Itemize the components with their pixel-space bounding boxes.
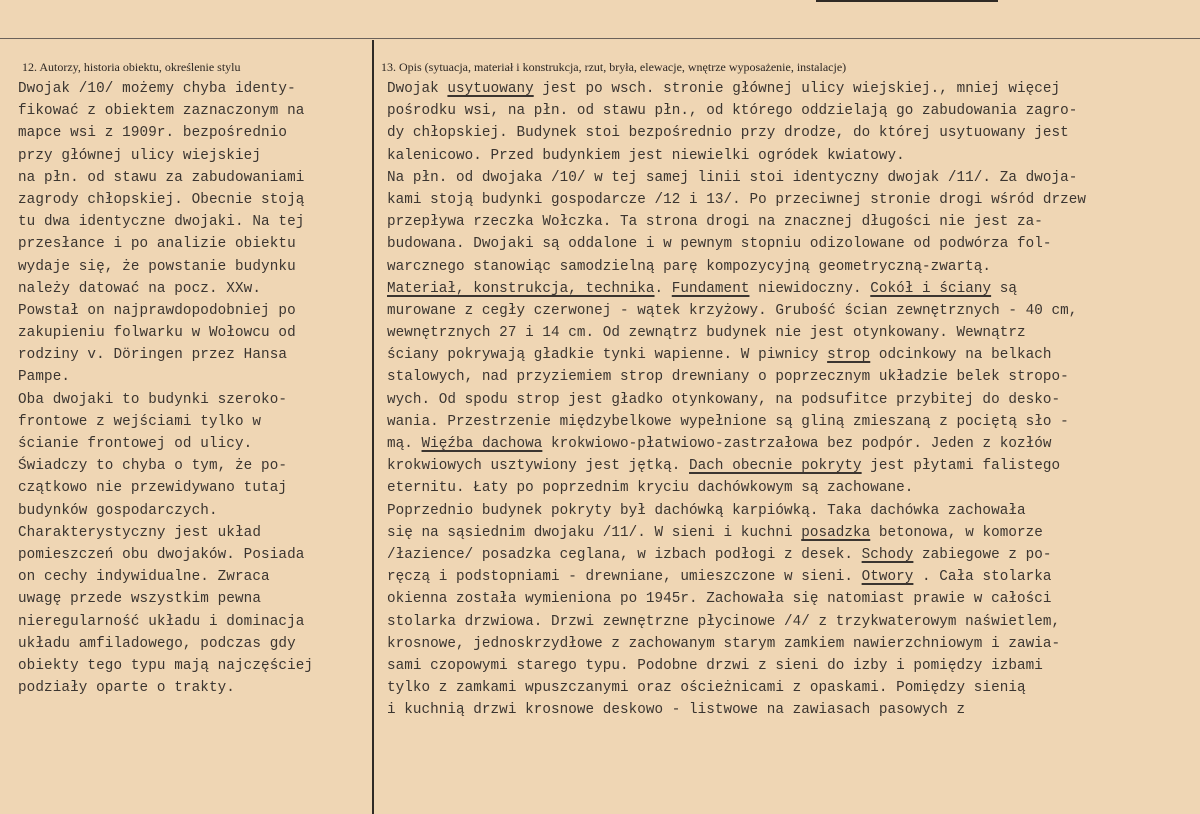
history-text-line: zagrody chłopskiej. Obecnie stoją — [18, 191, 305, 208]
text-segment: się na sąsiednim dwojaku /11/. W sieni i kuchni — [387, 524, 802, 541]
underlined-keyword: Więźba dachowa — [421, 436, 543, 452]
text-segment: są — [991, 280, 1017, 297]
top-rule — [0, 38, 1200, 39]
text-segment: Poprzednio budynek pokryty był dachówką karpiówką. Taka dachówka zachowała — [387, 502, 1026, 519]
text-segment: murowane z cegły czerwonej - wątek krzyżowy. Grubość ścian zewnętrznych - 40 cm, — [387, 302, 1078, 319]
description-text-line — [387, 122, 1192, 144]
underlined-keyword: Fundament — [671, 280, 750, 297]
history-text-line: ścianie frontowej od ulicy. — [18, 436, 253, 452]
history-text-line: Powstał on najprawdopodobniej po — [18, 302, 296, 319]
history-text-line: Charakterystyczny jest układ — [18, 524, 262, 541]
text-segment: betonowa, w komorze — [870, 524, 1043, 541]
history-text-line: przesłance i po analizie obiektu — [18, 236, 296, 253]
history-text-line: budynków gospodarczych. — [18, 502, 218, 519]
description-text-line — [387, 344, 1192, 366]
history-text-line: frontowe z wejściami tylko w — [18, 413, 262, 430]
history-text-line: wydaje się, że powstanie budynku — [18, 258, 296, 275]
description-text-line — [387, 477, 1192, 499]
underlined-keyword: Materiał, konstrukcja, technika — [387, 280, 655, 297]
text-segment: i kuchnią drzwi krosnowe deskowo - listwowe na zawiasach pasowych z — [387, 702, 966, 719]
text-segment: wych. Od spodu strop jest gładko otynkowany, na podsufitce przybitej do desko- — [387, 391, 1061, 408]
text-segment: kalenicowo. Przed budynkiem jest niewielki ogródek kwiatowy. — [387, 147, 905, 164]
text-segment: okienna została wymieniona po 1945r. Zachowała się natomiast prawie w całości — [387, 591, 1052, 608]
description-text-line — [387, 366, 1192, 388]
column-divider — [372, 40, 374, 814]
description-text-line — [387, 588, 1192, 610]
description-text-line — [387, 300, 1192, 322]
section-12-header: 12. Autorzy, historia obiektu, określenie stylu — [22, 60, 241, 74]
text-segment: krosnowe, jednoskrzydłowe z zachowanym starym zamkiem nawierzchniowym i zawia- — [387, 635, 1061, 652]
description-text-line — [387, 167, 1192, 189]
text-segment: przepływa rzeczka Wołczka. Ta strona drogi na znacznej długości nie jest za- — [387, 214, 1043, 231]
text-segment: kami stoją budynki gospodarcze /12 i 13/. Po przeciwnej stronie drogi wśród drzew — [387, 191, 1086, 208]
description-text-line — [387, 411, 1192, 433]
text-segment: stolarka drzwiowa. Drzwi zewnętrzne płycinowe /4/ z trzykwaterowym naświetlem, — [387, 613, 1061, 630]
underlined-keyword: Cokół i ściany — [870, 280, 992, 297]
description-text-line — [387, 233, 1192, 255]
text-segment: ściany pokrywają gładkie tynki wapienne. W piwnicy — [387, 347, 828, 364]
text-segment: tylko z zamkami wpuszczanymi oraz ościeżnicami z opaskami. Pomiędzy sienią — [387, 680, 1026, 697]
text-segment: budowana. Dwojaki są oddalone i w pewnym stopniu odizolowane od podwórza fol- — [387, 236, 1052, 253]
underlined-keyword: Otwory — [861, 569, 914, 586]
section-13-header: 13. Opis (sytuacja, materiał i konstrukcja, rzut, bryła, elewacje, wnętrze wyposażenie, instalacje) — [381, 60, 847, 74]
text-segment: Dwojak — [387, 81, 448, 97]
description-text-line — [387, 633, 1192, 655]
history-text-line: czątkowo nie przewidywano tutaj — [18, 480, 288, 497]
description-text-line — [387, 145, 1192, 167]
history-text-line: podziały oparte o trakty. — [18, 680, 235, 697]
history-text-line: rodziny v. Döringen przez Hansa — [18, 347, 288, 364]
text-segment: wania. Przestrzenie międzybelkowe wypełnione są gliną zmieszaną z pociętą sło - — [387, 413, 1069, 430]
text-segment: . — [654, 280, 672, 297]
description-text-line — [387, 522, 1192, 544]
history-text-column — [18, 78, 368, 699]
text-segment: eternitu. Łaty po poprzednim kryciu dachówkowym są zachowane. — [387, 480, 914, 497]
history-text-line: pomieszczeń obu dwojaków. Posiada — [18, 546, 305, 563]
text-segment: sami czopowymi starego typu. Podobne drzwi z sieni do izby i pomiędzy izbami — [387, 657, 1043, 674]
underlined-keyword: Dach obecnie pokryty — [689, 458, 862, 475]
description-text-line — [387, 699, 1192, 721]
text-segment: warcznego stanowiąc samodzielną parę kompozycyjną geometryczną-zwartą. — [387, 258, 992, 275]
description-text-line — [387, 322, 1192, 344]
history-text-line: on cechy indywidualne. Zwraca — [18, 569, 270, 586]
text-segment: ręczą i podstopniami - drewniane, umieszczone w sieni. — [387, 569, 862, 586]
history-text-line: obiekty tego typu mają najczęściej — [18, 657, 314, 674]
form-border-mark — [816, 0, 998, 2]
description-text-line — [387, 211, 1192, 233]
description-text-line — [387, 389, 1192, 411]
text-segment: /łazience/ posadzka ceglana, w izbach podłogi z desek. — [387, 546, 862, 563]
history-text-line: układu amfiladowego, podczas gdy — [18, 635, 296, 652]
text-segment: . Cała stolarka — [913, 569, 1052, 586]
description-text-line — [387, 611, 1192, 633]
history-text-line: na płn. od stawu za zabudowaniami — [18, 169, 305, 186]
history-text-line: mapce wsi z 1909r. bezpośrednio — [18, 125, 288, 142]
underlined-keyword: posadzka — [801, 524, 871, 541]
description-text-line — [387, 433, 1192, 455]
history-text-line: fikować z obiektem zaznaczonym na — [18, 103, 305, 120]
text-segment: mą. — [387, 436, 422, 452]
description-text-line — [387, 256, 1192, 278]
history-text-line: Dwojak /10/ możemy chyba identy- — [18, 81, 296, 97]
description-text-line — [387, 655, 1192, 677]
text-segment: stalowych, nad przyziemiem strop drewniany o poprzecznym układzie belek stropo- — [387, 369, 1069, 386]
history-text-line: Oba dwojaki to budynki szeroko- — [18, 391, 288, 408]
text-segment: krokwiowo-płatwiowo-zastrzałowa bez podpór. Jeden z kozłów — [542, 436, 1052, 452]
text-segment: jest po wsch. stronie głównej ulicy wiejskiej., mniej więcej — [533, 81, 1061, 97]
text-segment: niewidoczny. — [749, 280, 871, 297]
underlined-keyword: Schody — [861, 546, 914, 563]
text-segment: jest płytami falistego — [861, 458, 1061, 475]
description-text-line — [387, 455, 1192, 477]
description-text-line — [387, 78, 1192, 100]
text-segment: odcinkowy na belkach — [870, 347, 1052, 364]
description-text-line — [387, 100, 1192, 122]
text-segment: dy chłopskiej. Budynek stoi bezpośrednio przy drodze, do której usytuowany jest — [387, 125, 1069, 142]
text-segment: wewnętrznych 27 i 14 cm. Od zewnątrz budynek nie jest otynkowany. Wewnątrz — [387, 325, 1026, 342]
history-text-line: Pampe. — [18, 369, 71, 386]
description-text-line — [387, 189, 1192, 211]
text-segment: zabiegowe z po- — [913, 546, 1052, 563]
description-text-line — [387, 544, 1192, 566]
text-segment: Na płn. od dwojaka /10/ w tej samej linii stoi identyczny dwojak /11/. Za dwoja- — [387, 169, 1078, 186]
text-segment: krokwiowych usztywiony jest jętką. — [387, 458, 690, 475]
underlined-keyword: strop — [827, 347, 871, 364]
description-text-line — [387, 677, 1192, 699]
history-text-line: należy datować na pocz. XXw. — [18, 280, 262, 297]
history-text-line: nieregularność układu i dominacja — [18, 613, 305, 630]
text-segment: pośrodku wsi, na płn. od stawu płn., od którego oddzielają go zabudowania zagro- — [387, 103, 1078, 120]
description-text-line — [387, 278, 1192, 300]
description-text-column — [387, 78, 1192, 721]
history-text-line: Świadczy to chyba o tym, że po- — [18, 458, 288, 475]
history-text-line: tu dwa identyczne dwojaki. Na tej — [18, 214, 305, 231]
history-text-line: przy głównej ulicy wiejskiej — [18, 147, 262, 164]
description-text-line — [387, 500, 1192, 522]
history-text-line: zakupieniu folwarku w Wołowcu od — [18, 325, 296, 342]
history-text-line: uwagę przede wszystkim pewna — [18, 591, 262, 608]
underlined-keyword: usytuowany — [447, 81, 534, 97]
description-text-line — [387, 566, 1192, 588]
